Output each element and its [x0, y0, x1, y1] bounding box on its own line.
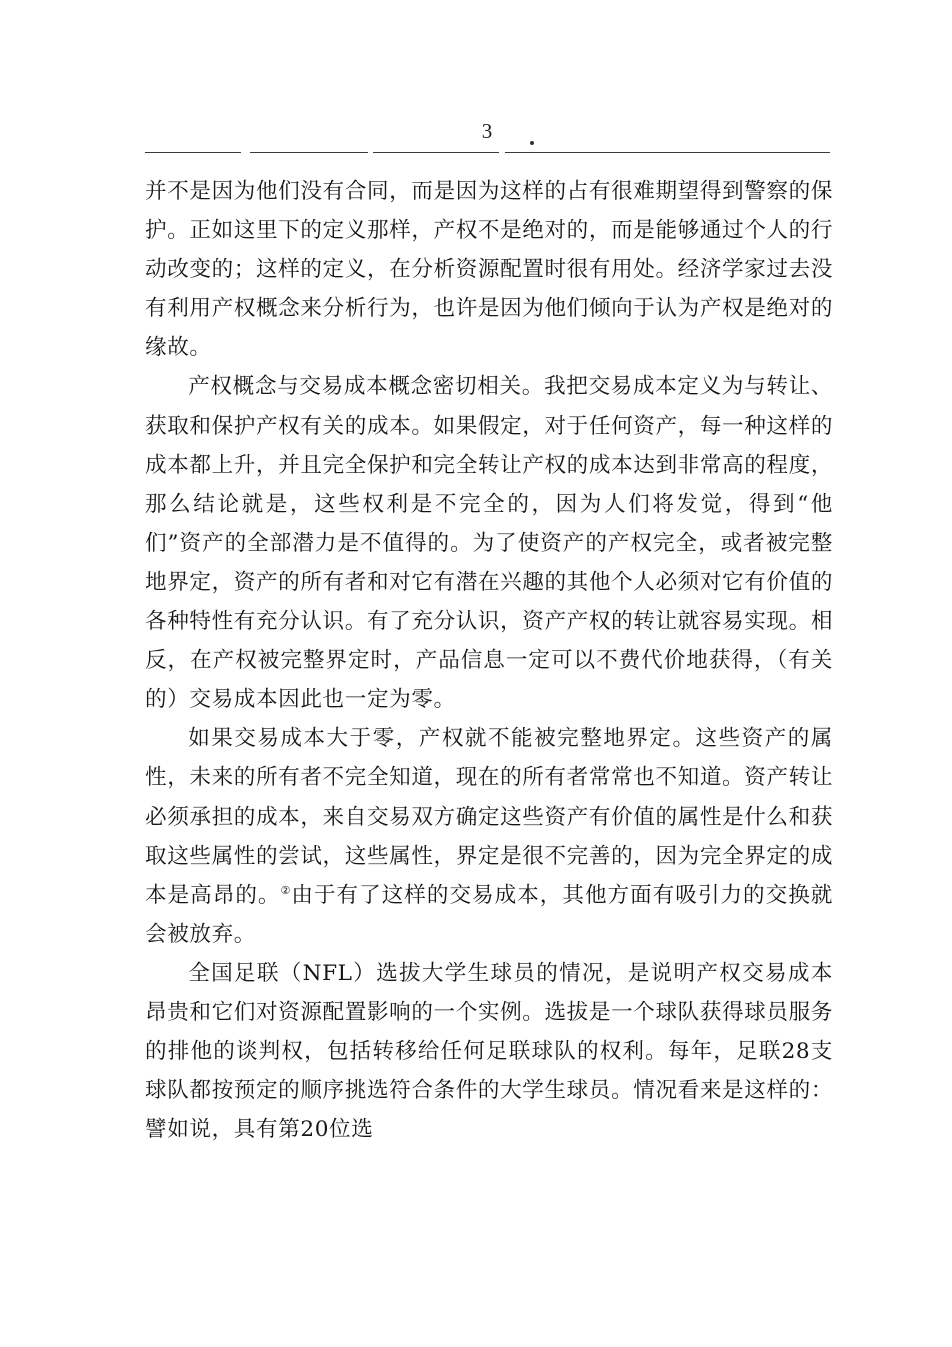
- body-text: [145, 172, 833, 1149]
- paragraph-1: 并不是因为他们没有合同，而是因为这样的占有很难期望得到警察的保护。正如这里下的定义那样，产权不是绝对的，而是能够通过个人的行动改变的；这样的定义，在分析资源配置时很有用处。经济学家过去没有利用产权概念来分析行为，也许是因为他们倾向于认为产权是绝对的缘故。: [145, 179, 834, 361]
- header-rule-gap: [499, 150, 505, 155]
- header-rule-gap: [241, 150, 250, 155]
- paragraph-2: 产权概念与交易成本概念密切相关。我把交易成本定义为与转让、获取和保护产权有关的成本。如果假定，对于任何资产，每一种这样的成本都上升，并且完全保护和完全转让产权的成本达到非常高的程度，那么结论就是，这些权利是不完全的，因为人们将发觉，得到“他们”资产的全部潜力是不值得的。为了使资产的产权完全，或者被完整地界定，资产的所有者和对它有潜在兴趣的其他个人必须对它有价值的各种特性有充分认识。有了充分认识，资产产权的转让就容易实现。相反，在产权被完整界定时，产品信息一定可以不费代价地获得，（有关的）交易成本因此也一定为零。: [145, 374, 834, 713]
- paragraph-4: 全国足联（NFL）选拔大学生球员的情况，是说明产权交易成本昂贵和它们对资源配置影响的一个实例。选拔是一个球队获得球员服务的排他的谈判权，包括转移给任何足联球队的权利。每年，足联28支球队都按预定的顺序挑选符合条件的大学生球员。情况看来是这样的：譬如说，具有第20位选: [145, 960, 834, 1143]
- scan-speck: [530, 141, 534, 145]
- footnote-marker: ②: [280, 883, 292, 897]
- page-number: 3: [481, 119, 493, 143]
- paragraph-3: [145, 719, 833, 954]
- header-rule-gap: [368, 150, 373, 155]
- paragraph-3-text: 如果交易成本大于零，产权就不能被完整地界定。这些资产的属性，未来的所有者不完全知道，现在的所有者常常也不知道。资产转让必须承担的成本，来自交易双方确定这些资产有价值的属性是什么和获取这些属性的尝试，这些属性，界定是很不完善的，因为完全界定的成本是高昂的。: [145, 726, 834, 908]
- paragraph-3-text-continued: 由于有了这样的交易成本，其他方面有吸引力的交换就会被放弃。: [145, 882, 833, 947]
